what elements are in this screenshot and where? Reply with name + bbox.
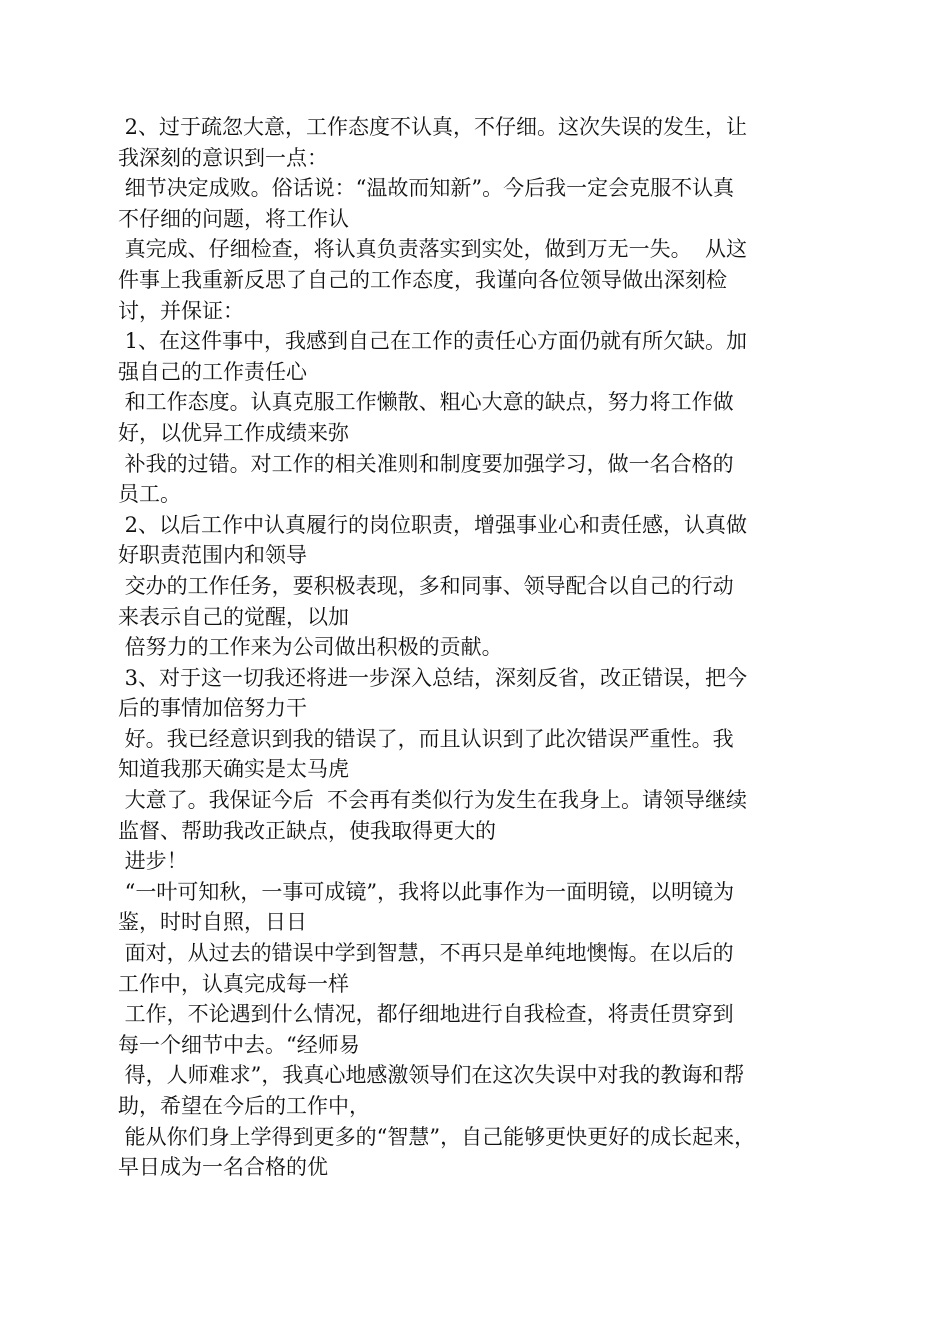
text-line: 不仔细的问题，将工作认	[118, 206, 349, 231]
text-line: 交办的工作任务，要积极表现，多和同事、领导配合以自己的行动	[118, 573, 734, 598]
text-line: 件事上我重新反思了自己的工作态度，我谨向各位领导做出深刻检	[118, 267, 727, 292]
text-line: 倍努力的工作来为公司做出积极的贡献。	[118, 635, 503, 660]
text-line: 3、对于这一切我还将进一步深入总结，深刻反省，改正错误，把今	[118, 665, 748, 690]
text-line: “一叶可知秋，一事可成镜”，我将以此事作为一面明镜，以明镜为	[118, 879, 735, 904]
text-line: 大意了。我保证今后 不会再有类似行为发生在我身上。请领导继续	[118, 788, 748, 813]
text-line: 讨，并保证：	[118, 298, 244, 323]
text-line: 和工作态度。认真克服工作懒散、粗心大意的缺点，努力将工作做	[118, 390, 734, 415]
text-line: 细节决定成败。俗话说：“温故而知新”。今后我一定会克服不认真	[118, 176, 735, 201]
text-line: 补我的过错。对工作的相关准则和制度要加强学习，做一名合格的	[118, 451, 734, 476]
text-line: 早日成为一名合格的优	[118, 1155, 328, 1180]
document-body	[118, 112, 838, 1183]
text-line: 监督、帮助我改正缺点，使我取得更大的	[118, 818, 496, 843]
text-line: 好，以优异工作成绩来弥	[118, 420, 349, 445]
text-line: 2、以后工作中认真履行的岗位职责，增强事业心和责任感，认真做	[118, 512, 748, 537]
text-line: 助，希望在今后的工作中，	[118, 1094, 370, 1118]
text-line: 工作中，认真完成每一样	[118, 971, 349, 996]
text-line: 面对，从过去的错误中学到智慧，不再只是单纯地懊悔。在以后的	[118, 941, 734, 966]
text-line: 进步！	[118, 849, 188, 874]
text-line: 鉴，时时自照，日日	[118, 910, 307, 935]
text-line: 后的事情加倍努力干	[118, 696, 307, 721]
text-line: 员工。	[118, 482, 181, 507]
text-line: 好职责范围内和领导	[118, 543, 307, 568]
text-line: 我深刻的意识到一点：	[118, 145, 328, 170]
text-line: 工作，不论遇到什么情况，都仔细地进行自我检查，将责任贯穿到	[118, 1002, 734, 1027]
text-line: 得，人师难求”，我真心地感激领导们在这次失误中对我的教诲和帮	[118, 1063, 745, 1088]
text-line: 好。我已经意识到我的错误了，而且认识到了此次错误严重性。我	[118, 726, 734, 751]
text-line: 知道我那天确实是太马虎	[118, 757, 349, 782]
text-line: 1、在这件事中，我感到自己在工作的责任心方面仍就有所欠缺。加	[118, 329, 748, 354]
text-line: 每一个细节中去。“经师易	[118, 1032, 360, 1057]
text-line: 真完成、仔细检查，将认真负责落实到实处，做到万无一失。 从这	[118, 237, 748, 262]
text-line: 2、过于疏忽大意，工作态度不认真，不仔细。这次失误的发生，让	[118, 115, 748, 139]
text-line: 来表示自己的觉醒，以加	[118, 604, 349, 629]
text-line: 能从你们身上学得到更多的“智慧”，自己能够更快更好的成长起来，	[118, 1124, 756, 1149]
text-line: 强自己的工作责任心	[118, 359, 307, 384]
